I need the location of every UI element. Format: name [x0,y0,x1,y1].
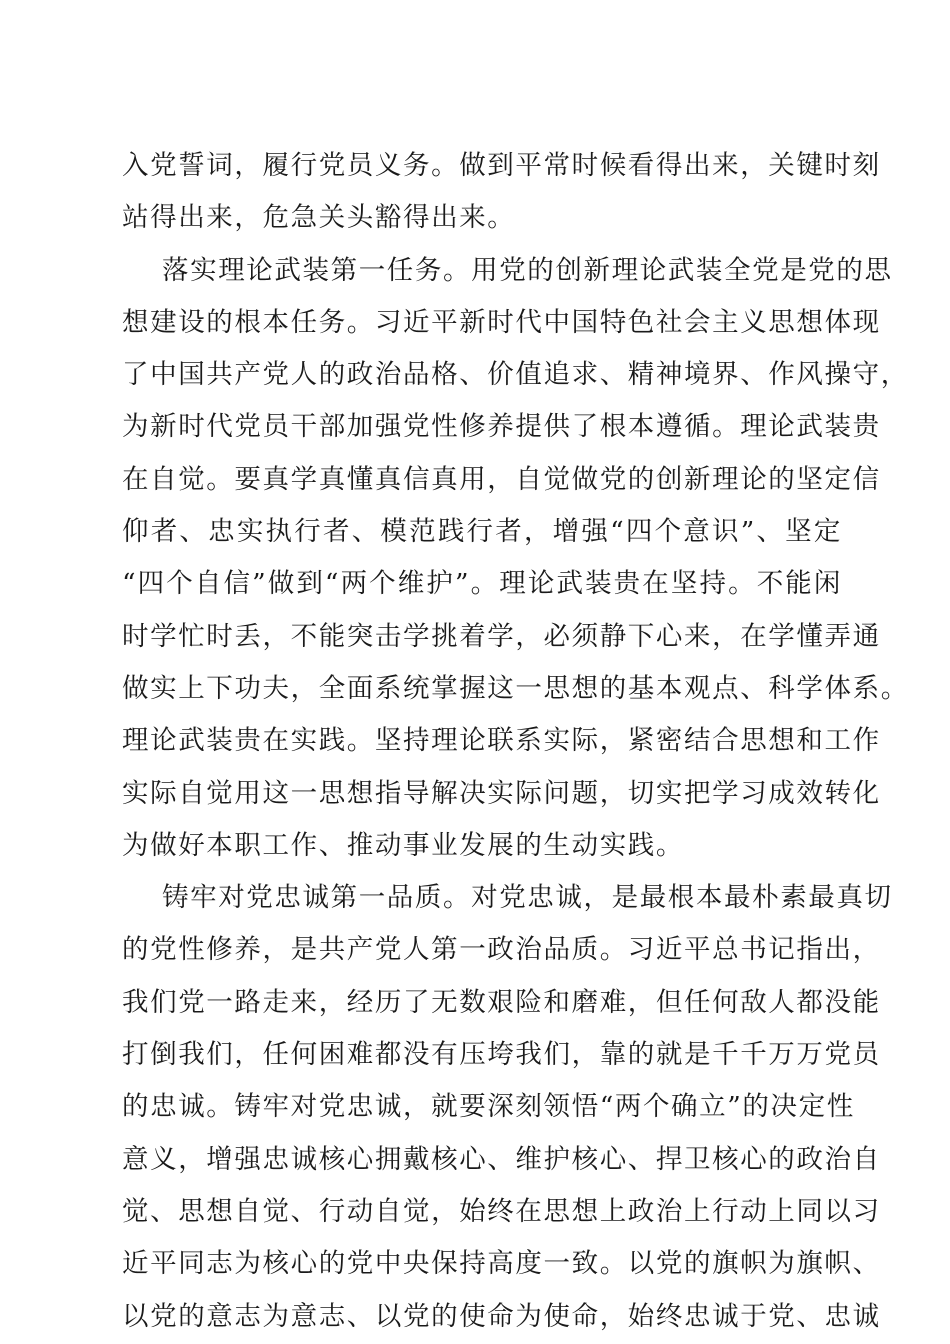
text-line: 为做好本职工作、推动事业发展的生动实践。 [122,829,684,861]
text-line: 近平同志为核心的党中央保持高度一致。以党的旗帜为旗帜、 [122,1248,881,1280]
text-line: 我们党一路走来，经历了无数艰险和磨难，但任何敌人都没能 [122,986,881,1018]
text-line: 的党性修养，是共产党人第一政治品质。习近平总书记指出， [122,934,881,966]
text-line: 时学忙时丢，不能突击学挑着学，必须静下心来，在学懂弄通 [122,620,881,652]
text-line: 实际自觉用这一思想指导解决实际问题，切实把学习成效转化 [122,777,881,809]
text-line: 以党的意志为意志、以党的使命为使命，始终忠诚于党、忠诚 [122,1300,881,1332]
text-line: 为新时代党员干部加强党性修养提供了根本遵循。理论武装贵 [122,411,881,443]
text-line: 入党誓词，履行党员义务。做到平常时候看得出来，关键时刻 [122,150,881,181]
text-line: “四个自信”做到“两个维护”。理论武装贵在坚持。不能闲 [122,568,842,600]
text-line: 的忠诚。铸牢对党忠诚，就要深刻领悟“两个确立”的决定性 [122,1091,855,1123]
body-text [122,140,909,1343]
text-line: 仰者、忠实执行者、模范践行者，增强“四个意识”、坚定 [122,516,842,548]
text-line: 理论武装贵在实践。坚持理论联系实际，紧密结合思想和工作 [122,725,881,757]
paragraph-heading-line: 铸牢对党忠诚第一品质。对党忠诚，是最根本最朴素最真切 [162,882,893,914]
text-line: 想建设的根本任务。习近平新时代中国特色社会主义思想体现 [122,306,881,338]
text-line: 了中国共产党人的政治品格、价值追求、精神境界、作风操守， [122,359,909,391]
text-line: 打倒我们，任何困难都没有压垮我们，靠的就是千千万万党员 [122,1039,881,1071]
paragraph-heading-line: 落实理论武装第一任务。用党的创新理论武装全党是党的思 [162,254,893,286]
text-line: 在自觉。要真学真懂真信真用，自觉做党的创新理论的坚定信 [122,463,881,495]
text-line: 站得出来，危急关头豁得出来。 [122,202,516,234]
text-line: 觉、思想自觉、行动自觉，始终在思想上政治上行动上同以习 [122,1195,881,1227]
text-line: 意义，增强忠诚核心拥戴核心、维护核心、捍卫核心的政治自 [122,1143,881,1175]
text-line: 做实上下功夫，全面系统掌握这一思想的基本观点、科学体系。 [122,672,909,704]
